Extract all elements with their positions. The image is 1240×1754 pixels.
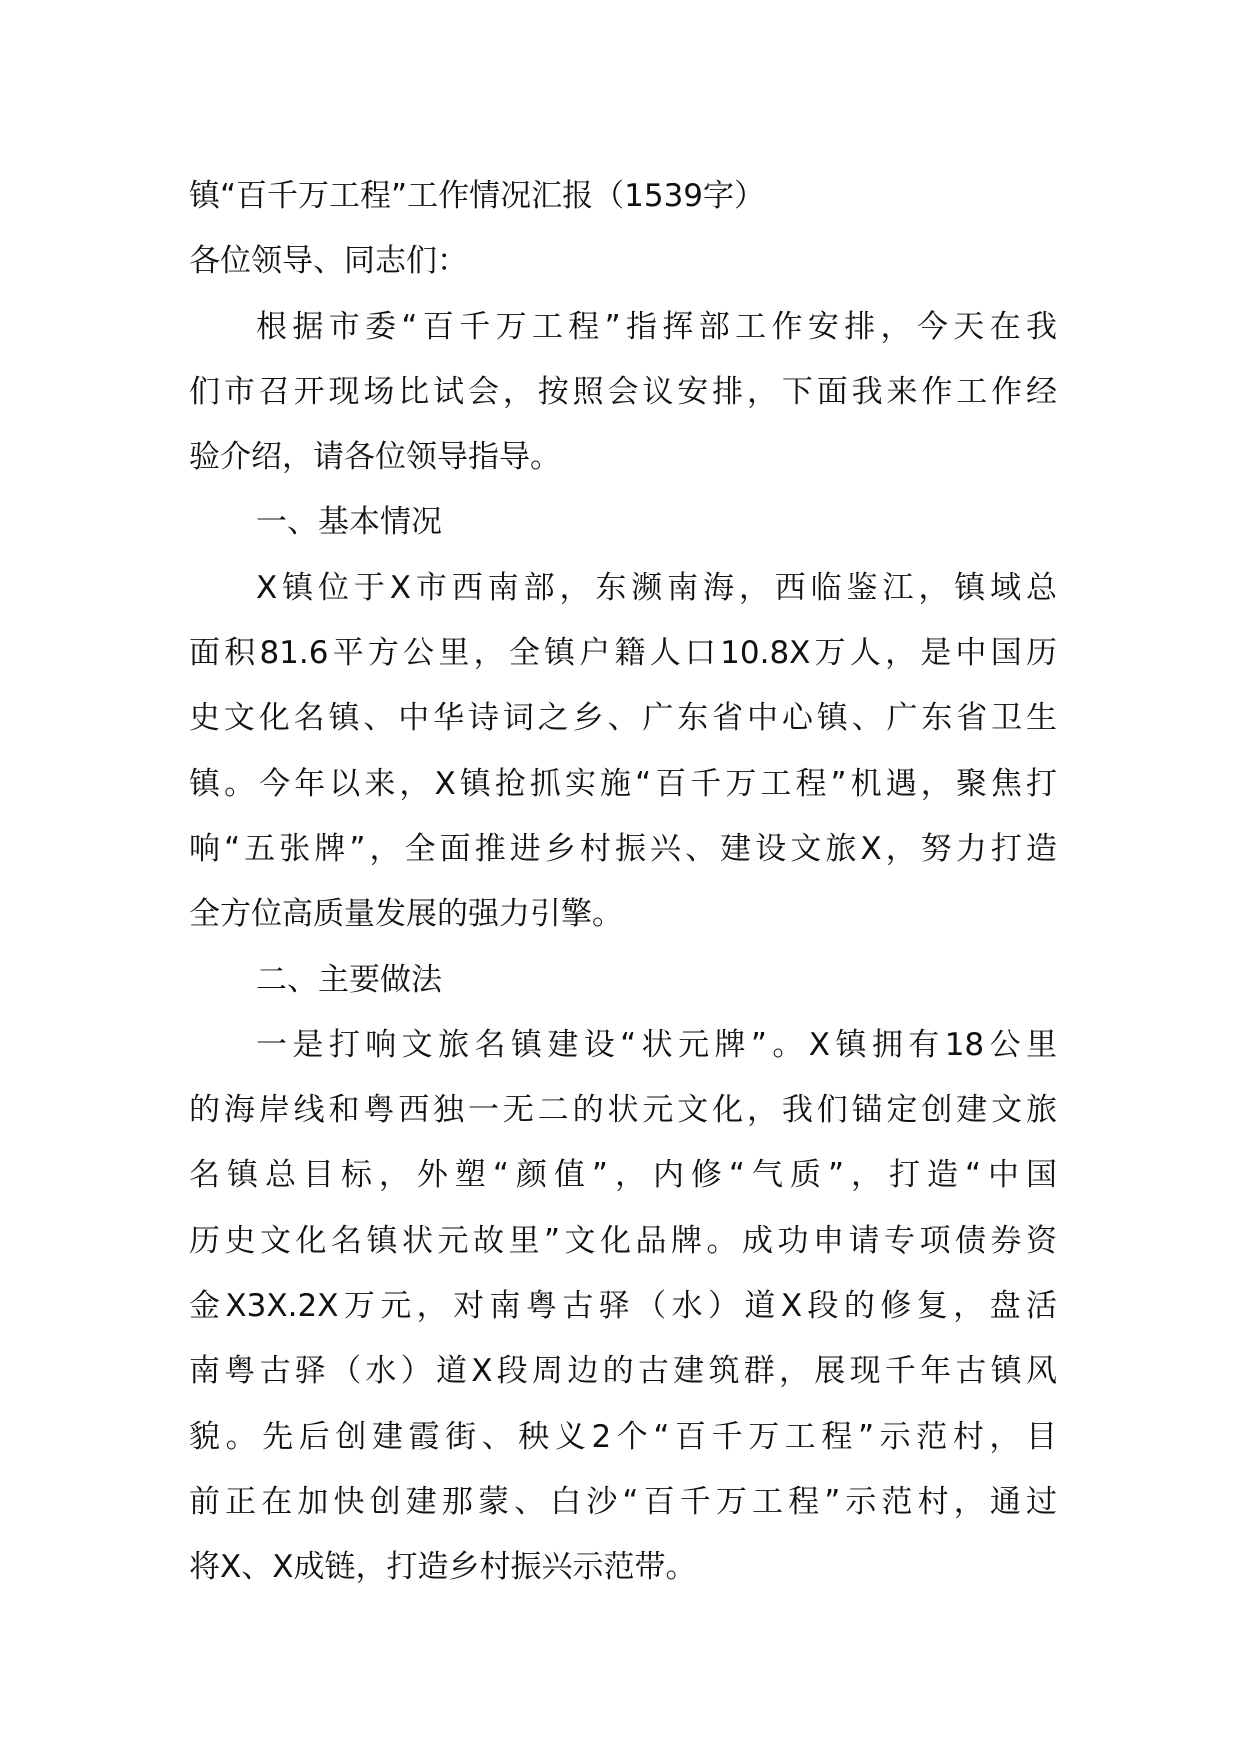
text-line: 南粤古驿（水）道X段周边的古建筑群，展现千年古镇风 [189,1353,1057,1390]
text-line: 将X、X成链，打造乡村振兴示范带。 [189,1549,697,1586]
salutation: 各位领导、同志们： [189,243,468,280]
document-title: 镇“百千万工程”工作情况汇报（1539字） [189,178,766,214]
text-line: 们市召开现场比试会，按照会议安排，下面我来作工作经 [189,373,1057,410]
document-body [189,164,1057,1601]
text-line: 一是打响文旅名镇建设“状元牌”。X镇拥有18公里 [256,1026,1057,1063]
text-line: 镇。今年以来，X镇抢抓实施“百千万工程”机遇，聚焦打 [189,765,1057,802]
paragraph-methods [189,1013,1057,1601]
text-line: X镇位于X市西南部，东濒南海，西临鉴江，镇域总 [256,569,1057,606]
paragraph-intro [189,295,1057,491]
text-line: 面积81.6平方公里，全镇户籍人口10.8X万人，是中国历 [189,635,1057,672]
text-line: 全方位高质量发展的强力引擎。 [189,896,623,933]
text-line: 名镇总目标，外塑“颜值”，内修“气质”，打造“中国 [189,1157,1057,1194]
text-line: 响“五张牌”，全面推进乡村振兴、建设文旅X，努力打造 [189,830,1057,867]
text-line: 的海岸线和粤西独一无二的状元文化，我们锚定创建文旅 [189,1092,1057,1129]
text-line: 验介绍，请各位领导指导。 [189,439,561,476]
text-line: 金X3X.2X万元，对南粤古驿（水）道X段的修复，盘活 [189,1288,1057,1325]
section-heading-basic: 一、基本情况 [256,504,442,541]
text-line: 貌。先后创建霞街、秧义2个“百千万工程”示范村，目 [189,1418,1057,1455]
text-line: 史文化名镇、中华诗词之乡、广东省中心镇、广东省卫生 [189,700,1057,737]
text-line: 历史文化名镇状元故里”文化品牌。成功申请专项债券资 [189,1222,1057,1259]
text-line: 前正在加快创建那蒙、白沙“百千万工程”示范村，通过 [189,1483,1057,1520]
paragraph-basic [189,556,1057,948]
section-heading-methods: 二、主要做法 [256,961,442,998]
text-line: 根据市委“百千万工程”指挥部工作安排，今天在我 [256,308,1057,345]
